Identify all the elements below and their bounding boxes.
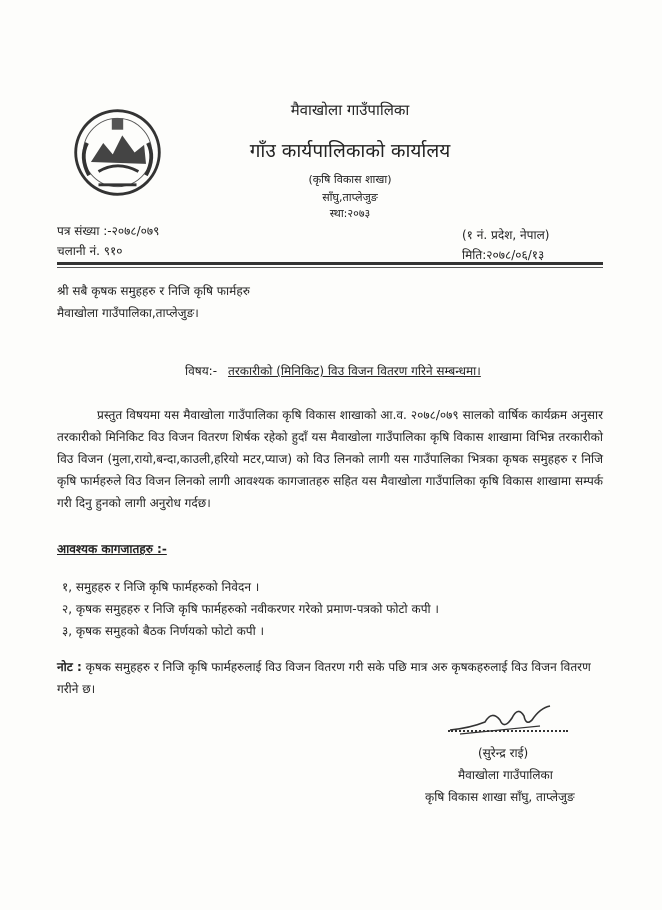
municipality-name: मैवाखोला गाउँपालिका — [290, 101, 410, 119]
province-label: (१ नं. प्रदेश, नेपाल) — [462, 228, 550, 242]
dispatch-number: चलानी नं. ९१० — [57, 244, 123, 258]
subject-text: तरकारीको (मिनिकिट) विउ विजन वितरण गरिने सम्बन्धमा। — [228, 364, 481, 378]
letter-date: मिति:२०७८/०६/१३ — [462, 248, 545, 262]
letter-number: पत्र संख्या :-२०७८/०७९ — [57, 224, 160, 238]
header-divider-thin — [57, 267, 603, 268]
branch-name: (कृषि विकास शाखा) — [308, 173, 392, 186]
recipient-line-1: श्री सबै कृषक समुहहरु र निजि कृषि फार्महरु — [57, 284, 250, 298]
document-item-1: १, समुहहरु र निजि कृषि फार्महरुको निवेदन । — [62, 580, 260, 594]
signatory-department: कृषि विकास शाखा साँघु, ताप्लेजुङ — [425, 790, 575, 804]
document-item-2: २, कृषक समुहहरु र निजि कृषि फार्महरुको नवीकरणर गरेको प्रमाण-पत्रको फोटो कपी । — [62, 602, 439, 616]
signatory-organization: मैवाखोला गाउँपालिका — [458, 768, 553, 782]
recipient-line-2: मैवाखोला गाउँपालिका,ताप्लेजुङ। — [57, 306, 199, 320]
nepal-government-emblem — [70, 105, 165, 200]
note-label: नोट : — [57, 660, 82, 674]
handwritten-signature — [440, 700, 570, 740]
note-text: कृषक समुहहरु र निजि कृषि फार्महरुलाई विउ विजन वितरण गरी सके पछि मात्र अरु कृषकहरुलाई विउ विजन वितरण गरीने छ। — [57, 660, 591, 696]
established-year: स्था:२०७३ — [329, 207, 371, 220]
signature-line — [448, 730, 568, 732]
office-name: गाँउ कार्यपालिकाको कार्यालय — [249, 140, 451, 162]
document-item-3: ३, कृषक समुहको बैठक निर्णयको फोटो कपी । — [62, 624, 265, 638]
signatory-name: (सुरेन्द्र राई) — [478, 746, 529, 760]
subject-label: विषय:- — [185, 364, 218, 378]
body-paragraph: प्रस्तुत विषयमा यस मैवाखोला गाउँपालिका कृषि विकास शाखाको आ.व. २०७८/०७९ सालको वार्षिक कार्यक्रम अनुसार तरकारीको मिनिकिट विउ विजन वितरण शिर्षक रहेको हुदाँ यस मैवाखोला गाउँपालिका कृषि विकास शाखामा विभिन्न तरकारीको विउ विजन (मुला,रायो,बन्दा,काउली,हरियो मटर,प्याज) को विउ लिनको लागी यस गाउँपालिका भित्रका कृषक समुहहरु र निजि कृषि फार्महरुले विउ विजन लिनको लागी आवश्यक कागजातहरु सहित यस मैवाखोला गाउँपालिका कृषि विकास शाखामा सम्पर्क गरी दिनु हुनको लागी अनुरोध गर्दछ। — [57, 408, 603, 510]
note-block — [57, 656, 603, 700]
header-divider — [57, 262, 603, 265]
office-address: साँघु,ताप्लेजुङ — [322, 191, 378, 204]
documents-heading: आवश्यक कागजातहरु :- — [57, 542, 167, 556]
